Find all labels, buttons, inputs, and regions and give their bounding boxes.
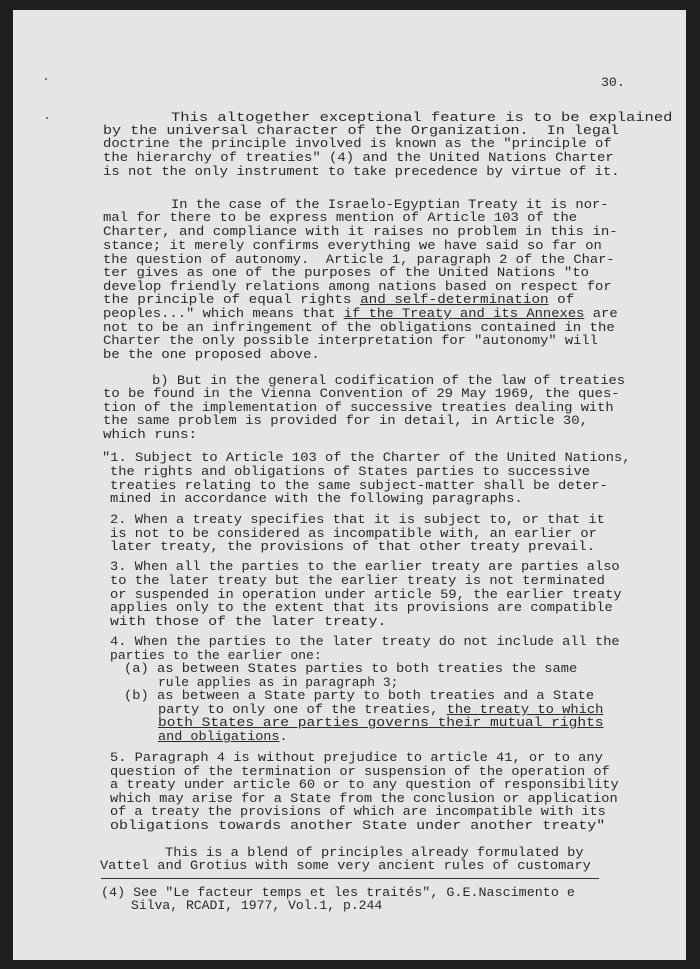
text-line: mal for there to be express mention of Article 103 of the — [103, 210, 578, 225]
quote-line: mined in accordance with the following paragraphs. — [110, 491, 523, 506]
text-line: to be found in the Vienna Convention of 29 May 1969, the ques- — [103, 386, 620, 401]
quote-line: later treaty, the provisions of that other treaty prevail. — [110, 539, 595, 554]
footnote-line: Silva, RCADI, 1977, Vol.1, p.244 — [131, 898, 383, 913]
quote-line: (a) as between States parties to both treaties the same — [124, 661, 578, 676]
text-line: the question of autonomy. Article 1, paragraph 2 of the Char- — [103, 252, 615, 267]
underlined-text: and obligations — [158, 729, 280, 744]
underlined-text: both States are parties governs their mutual rights — [158, 715, 604, 730]
underlined-text: if the Treaty and its Annexes — [343, 306, 585, 321]
text-line: This altogether exceptional feature is to be explained — [171, 110, 673, 125]
text-line: the hierarchy of treaties" (4) and the United Nations Charter — [103, 150, 614, 165]
text-segment: of — [548, 292, 575, 307]
quote-line: 3. When all the parties to the earlier treaty are parties also — [110, 559, 620, 574]
document-page — [13, 10, 686, 960]
text-line: tion of the implementation of successive treaties dealing with — [103, 400, 614, 415]
quote-line: or suspended in operation under article 59, the earlier treaty — [110, 587, 622, 602]
text-line: doctrine the principle involved is known as the "principle of — [103, 136, 612, 151]
quote-line: 5. Paragraph 4 is without prejudice to article 41, or to any — [110, 750, 603, 765]
text-line: stance; it merely confirms everything we have said so far on — [103, 238, 602, 253]
text-line: In the case of the Israelo-Egyptian Treaty it is nor- — [171, 197, 609, 212]
text-segment: are — [584, 306, 618, 321]
underlined-text: and self-determination — [360, 292, 549, 307]
text-segment: peoples..." which means that — [103, 306, 344, 321]
text-line: b) But in the general codification of the law of treaties — [152, 373, 626, 388]
margin-mark — [46, 117, 48, 119]
text-line: Vattel and Grotius with some very ancient rules of customary — [100, 858, 591, 873]
text-line: Charter, and compliance with it raises no problem in this in- — [103, 224, 618, 239]
quote-line: question of the termination or suspension of the operation of — [110, 764, 610, 779]
quote-line: obligations towards another State under another treaty" — [110, 818, 606, 833]
text-segment: party to only one of the treaties, — [158, 702, 447, 717]
quote-line: parties to the earlier one: — [110, 648, 322, 663]
quote-line: rule applies as in paragraph 3; — [158, 675, 399, 690]
quote-line: which may arise for a State from the conclusion or application — [110, 791, 618, 806]
quote-line: a treaty under article 60 or to any question of responsibility — [110, 777, 619, 792]
quote-line: with those of the later treaty. — [110, 614, 387, 629]
footnote-line: (4) See "Le facteur temps et les traités", G.E.Nascimento e — [101, 885, 575, 900]
quote-line: the rights and obligations of States parties to successive — [110, 464, 590, 479]
page-number: 30. — [601, 75, 625, 90]
text-line: develop friendly relations among nations based on respect for — [103, 279, 612, 294]
text-line: This is a blend of principles already formulated by — [165, 845, 584, 860]
quote-line: to the later treaty but the earlier treaty is not terminated — [110, 573, 605, 588]
text-line: be the one proposed above. — [103, 347, 320, 362]
text-line-mixed — [103, 293, 574, 306]
quote-line: 2. When a treaty specifies that it is subject to, or that it — [110, 512, 605, 527]
quote-line: "1. Subject to Article 103 of the Charter of the United Nations, — [102, 450, 631, 465]
text-segment: the principle of equal rights — [103, 292, 361, 307]
text-line: not to be an infringement of the obligations contained in the — [103, 320, 615, 335]
quote-line: is not to be considered as incompatible with, an earlier or — [110, 526, 597, 541]
text-line: which runs: — [103, 427, 198, 442]
text-line: the same problem is provided for in detail, in Article 30, — [103, 413, 588, 428]
underlined-text: the treaty to which — [446, 702, 604, 717]
quote-line: treaties relating to the same subject-matter shall be deter- — [110, 478, 608, 493]
text-line: is not the only instrument to take precedence by virtue of it. — [103, 164, 620, 179]
text-segment: . — [279, 729, 288, 744]
margin-mark — [45, 78, 47, 80]
footnote-divider — [101, 878, 599, 879]
text-line-mixed — [103, 307, 618, 320]
quote-line: of a treaty the provisions of which are incompatible with its — [110, 804, 606, 819]
quote-line: applies only to the extent that its provisions are compatible — [110, 600, 613, 615]
text-line: ter gives as one of the purposes of the United Nations "to — [103, 265, 589, 280]
quote-line: (b) as between a State party to both treaties and a State — [124, 688, 595, 703]
text-line: by the universal character of the Organization. In legal — [103, 123, 620, 138]
quote-line: 4. When the parties to the later treaty do not include all the — [110, 634, 620, 649]
quote-line-mixed — [158, 730, 288, 743]
text-line: Charter the only possible interpretation for "autonomy" will — [103, 333, 598, 348]
